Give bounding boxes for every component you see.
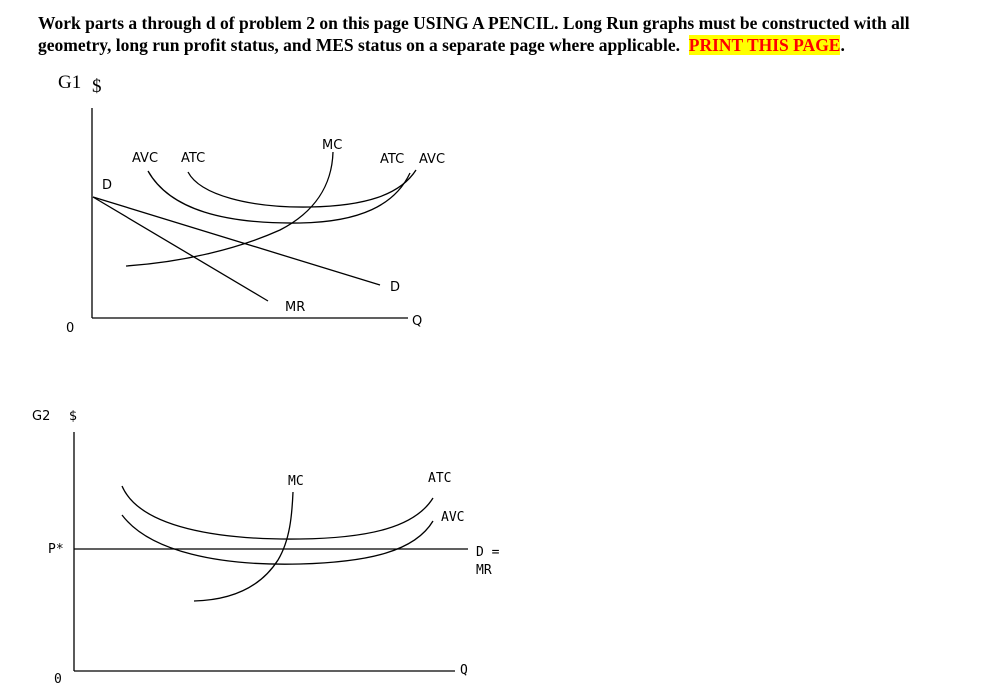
graph1-demand-top-label: D — [102, 178, 113, 193]
graph2-mc-curve — [194, 492, 293, 601]
graph1-atc-label-left: ATC — [181, 151, 206, 166]
graph1-avc-label-left: AVC — [132, 151, 159, 166]
instructions-period: . — [840, 35, 845, 55]
graph2 — [32, 409, 500, 687]
graph2-origin-label: 0 — [54, 672, 62, 687]
graph1-origin-label: 0 — [66, 321, 75, 336]
graph2-label: G2 — [32, 409, 51, 424]
graph2-mc-label: MC — [288, 474, 304, 489]
graph1-avc-curve — [148, 171, 410, 223]
instructions-text: Work parts a through d of problem 2 on this page USING A PENCIL. Long Run graphs must be constructed with all geometry, long run profit status, and MES status on a separate page where applicable. — [38, 13, 910, 55]
graph2-price-label: P* — [48, 542, 64, 557]
graph2-y-axis-label: $ — [69, 409, 78, 424]
graph2-x-axis-label: Q — [460, 663, 468, 678]
graph1-demand-right-label: D — [390, 280, 401, 295]
graph1-y-axis-label: $ — [92, 76, 102, 97]
graph2-avc-label: AVC — [441, 510, 465, 525]
graph1 — [66, 108, 445, 336]
graph2-atc-curve — [122, 486, 433, 539]
graph2-atc-label: ATC — [428, 471, 452, 486]
graph1-atc-label-right: ATC — [380, 152, 405, 167]
print-this-page-highlight: PRINT THIS PAGE — [688, 35, 841, 55]
graph1-demand-line — [93, 197, 380, 285]
graph2-d-mr-label-line2: MR — [476, 563, 492, 578]
graph1-mr-line — [93, 197, 268, 301]
graph1-mc-label: MC — [322, 138, 343, 153]
graph1-atc-curve — [188, 170, 416, 207]
graph1-label: G1 — [58, 72, 82, 93]
graph2-d-mr-label-line1: D = — [476, 545, 500, 560]
graph1-mr-label: MR — [285, 300, 306, 315]
graph1-mc-curve — [126, 152, 333, 266]
graph1-x-axis-label: Q — [412, 314, 423, 329]
graph1-avc-label-right: AVC — [419, 152, 446, 167]
